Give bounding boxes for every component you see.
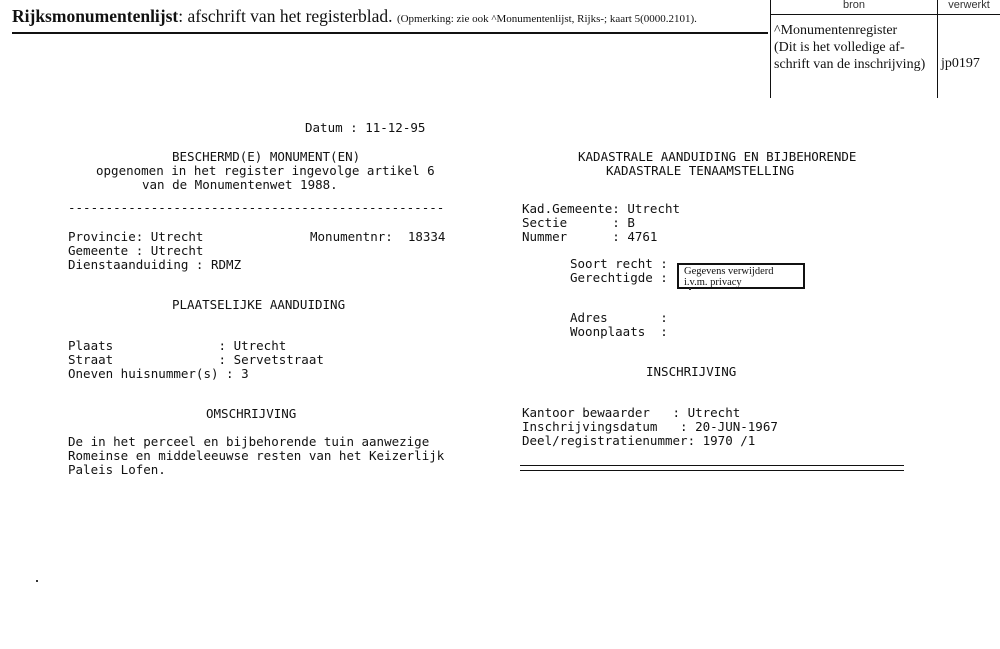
datum: Datum : 11-12-95 [305, 120, 426, 135]
title-note: (Opmerking: zie ook ^Monumentenlijst, Rijks-; kaart 5(0000.2101). [396, 13, 697, 25]
omschrijving-line-3: Paleis Lofen. [68, 462, 166, 477]
deel-registratienummer: Deel/registratienummer: 1970 /1 [522, 433, 756, 448]
box-header-rule [770, 14, 1000, 15]
column-header-verwerkt: verwerkt [948, 0, 990, 11]
verwerkt-value: jp0197 [941, 56, 980, 71]
bron-line-1: ^Monumentenregister [774, 23, 898, 38]
inschrijving-heading: INSCHRIJVING [646, 364, 737, 379]
omschrijving-line-2: Romeinse en middeleeuwse resten van het Keizerlijk [68, 448, 445, 463]
scan-speck [689, 288, 691, 290]
column-header-bron: bron [842, 0, 866, 11]
header-rule [12, 32, 768, 34]
straat: Straat : Servetstraat [68, 352, 324, 367]
gerechtigde: Gerechtigde : [570, 270, 668, 285]
omschrijving-heading: OMSCHRIJVING [206, 406, 297, 421]
monument-heading-1: BESCHERMD(E) MONUMENT(EN) [172, 149, 361, 164]
sectie: Sectie : B [522, 215, 635, 230]
bron-text [774, 22, 939, 73]
kadastrale-heading-2: KADASTRALE TENAAMSTELLING [606, 163, 795, 178]
inschrijvingsdatum: Inschrijvingsdatum : 20-JUN-1967 [522, 419, 778, 434]
soort-recht: Soort recht : [570, 256, 668, 271]
title-rest: : afschrift van het registerblad. [178, 6, 393, 26]
privacy-redaction-box: Gegevens verwijderd i.v.m. privacy [677, 263, 805, 289]
monument-heading-2: opgenomen in het register ingevolge artikel 6 [96, 163, 435, 178]
kantoor-bewaarder: Kantoor bewaarder : Utrecht [522, 405, 741, 420]
nummer: Nummer : 4761 [522, 229, 658, 244]
title-bold: Rijksmonumentenlijst [12, 6, 179, 26]
adres: Adres : [570, 310, 668, 325]
dienstaanduiding: Dienstaanduiding : RDMZ [68, 257, 242, 272]
monumentnr: Monumentnr: 18334 [310, 229, 446, 244]
woonplaats: Woonplaats : [570, 324, 668, 339]
huisnummer: Oneven huisnummer(s) : 3 [68, 366, 249, 381]
plaatselijke-heading: PLAATSELIJKE AANDUIDING [172, 297, 346, 312]
separator-dashes: -------------------------------------------------- [68, 200, 445, 215]
bron-line-3: schrift van de inschrijving) [774, 57, 926, 72]
kad-gemeente: Kad.Gemeente: Utrecht [522, 201, 681, 216]
omschrijving-line-1: De in het perceel en bijbehorende tuin aanwezige [68, 434, 430, 449]
bron-line-2: (Dit is het volledige af- [774, 40, 905, 55]
kadastrale-heading-1: KADASTRALE AANDUIDING EN BIJBEHORENDE [578, 149, 857, 164]
monument-heading-3: van de Monumentenwet 1988. [142, 177, 338, 192]
scan-speck [36, 580, 38, 582]
document-title [12, 6, 697, 27]
plaats: Plaats : Utrecht [68, 338, 287, 353]
provincie: Provincie: Utrecht [68, 229, 204, 244]
gemeente: Gemeente : Utrecht [68, 243, 204, 258]
double-rule [520, 465, 904, 471]
